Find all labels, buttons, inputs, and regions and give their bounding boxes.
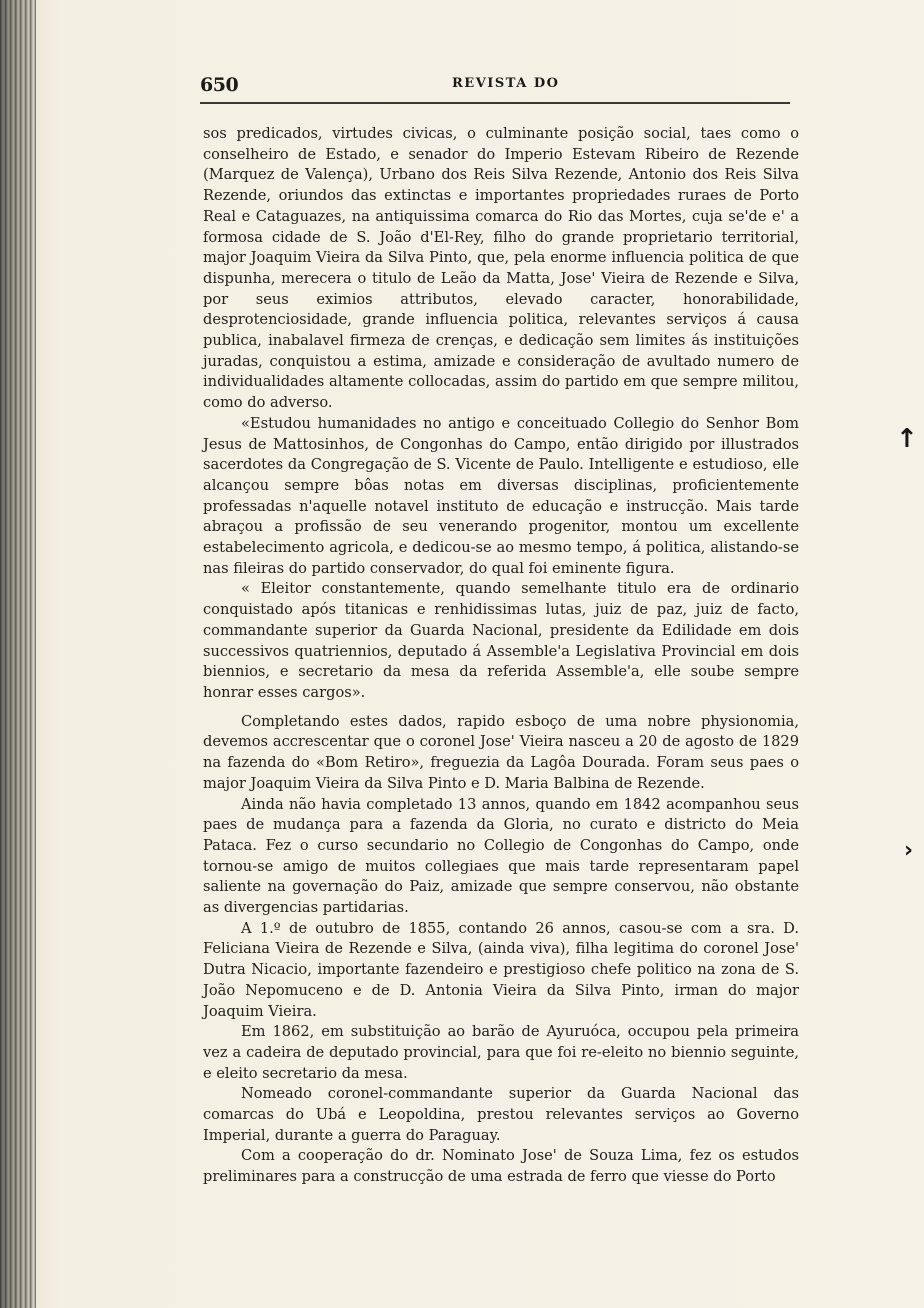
margin-mark-chevron-icon: ›: [904, 838, 914, 863]
book-binding-edge: [0, 0, 36, 1308]
paragraph-1: sos predicados, virtudes civicas, o culminante posição social, taes como o conselheiro de Estado, e senador do Imperio Estevam Ribeiro de Rezende (Marquez de Valença), Urbano dos Reis Silva Rezende, Antonio dos Reis Silva Rezende, oriundos das extinctas e importantes propriedades ruraes de Porto Real e Cataguazes, na antiquissima comarca do Rio das Mortes, cuja se'de e' a formosa cidade de S. João d'El-Rey, filho do grande proprietario territorial, major Joaquim Vieira da Silva Pinto, que, pela enorme influencia politica de que dispunha, merecera o titulo de Leão da Matta, Jose' Vieira de Rezende e Silva, por seus eximios attributos, elevado caracter, honorabilidade, desprotenciosidade, grande influencia politica, relevantes serviços á causa publica, inabalavel firmeza de crenças, e dedicação sem limites ás instituições juradas, conquistou a estima, amizade e consideração de avultado numero de individualidades altamente collocadas, assim do partido em que sempre militou, como do adverso.: [203, 125, 799, 412]
paragraph-5: Ainda não havia completado 13 annos, quando em 1842 acompanhou seus paes de mudança para a fazenda da Gloria, no curato e districto do Meia Pataca. Fez o curso secundario no Collegio de Congonhas do Campo, onde tornou-se amigo de muitos collegiaes que mais tarde representaram papel saliente na governação do Paiz, amizade que sempre conservou, não obstante as divergencias partidarias.: [203, 795, 799, 917]
margin-mark-arrow-icon: ↑: [896, 424, 918, 454]
page-header: [200, 68, 790, 98]
body-text: [203, 124, 799, 1188]
header-rule: [200, 102, 790, 104]
running-head: REVISTA DO: [452, 76, 560, 91]
paragraph-4: Completando estes dados, rapido esboço de uma nobre physionomia, devemos accrescentar que o coronel Jose' Vieira nasceu a 20 de agosto de 1829 na fazenda do «Bom Retiro», freguezia da Lagôa Dourada. Foram seus paes o major Joaquim Vieira da Silva Pinto e D. Maria Balbina de Rezende.: [203, 712, 799, 792]
page-number: 650: [200, 74, 239, 96]
paragraph-3: « Eleitor constantemente, quando semelhante titulo era de ordinario conquistado após titanicas e renhidissimas lutas, juiz de paz, juiz de facto, commandante superior da Guarda Nacional, presidente da Edilidade em dois successivos quatriennios, deputado á Assemble'a Legislativa Provincial em dois biennios, e secretario da mesa da referida Assemble'a, elle soube sempre honrar esses cargos».: [203, 580, 799, 701]
paragraph-7: Em 1862, em substituição ao barão de Ayuruóca, occupou pela primeira vez a cadeira de deputado provincial, para que foi re-eleito no biennio seguinte, e eleito secretario da mesa.: [203, 1023, 799, 1082]
paragraph-9: Com a cooperação do dr. Nominato Jose' de Souza Lima, fez os estudos preliminares para a construcção de uma estrada de ferro que viesse do Porto: [203, 1147, 799, 1186]
paragraph-8: Nomeado coronel-commandante superior da Guarda Nacional das comarcas do Ubá e Leopoldina, prestou relevantes serviços ao Governo Imperial, durante a guerra do Paraguay.: [203, 1085, 799, 1144]
paragraph-6: A 1.º de outubro de 1855, contando 26 annos, casou-se com a sra. D. Feliciana Vieira de Rezende e Silva, (ainda viva), filha legitima do coronel Jose' Dutra Nicacio, importante fazendeiro e prestigioso chefe politico na zona de S. João Nepomuceno e de D. Antonia Vieira da Silva Pinto, irman do major Joaquim Vieira.: [203, 919, 799, 1020]
paragraph-2: «Estudou humanidades no antigo e conceituado Collegio do Senhor Bom Jesus de Mattosinhos, de Congonhas do Campo, então dirigido por illustrados sacerdotes da Congregação de S. Vicente de Paulo. Intelligente e estudioso, elle alcançou sempre bôas notas em diversas disciplinas, proficientemente professadas n'aquelle notavel instituto de educação e instrucção. Mais tarde abraçou a profissão de seu venerando progenitor, montou um excellente estabelecimento agricola, e dedicou-se ao mesmo tempo, á politica, alistando-se nas fileiras do partido conservador, do qual foi eminente figura.: [203, 414, 799, 577]
